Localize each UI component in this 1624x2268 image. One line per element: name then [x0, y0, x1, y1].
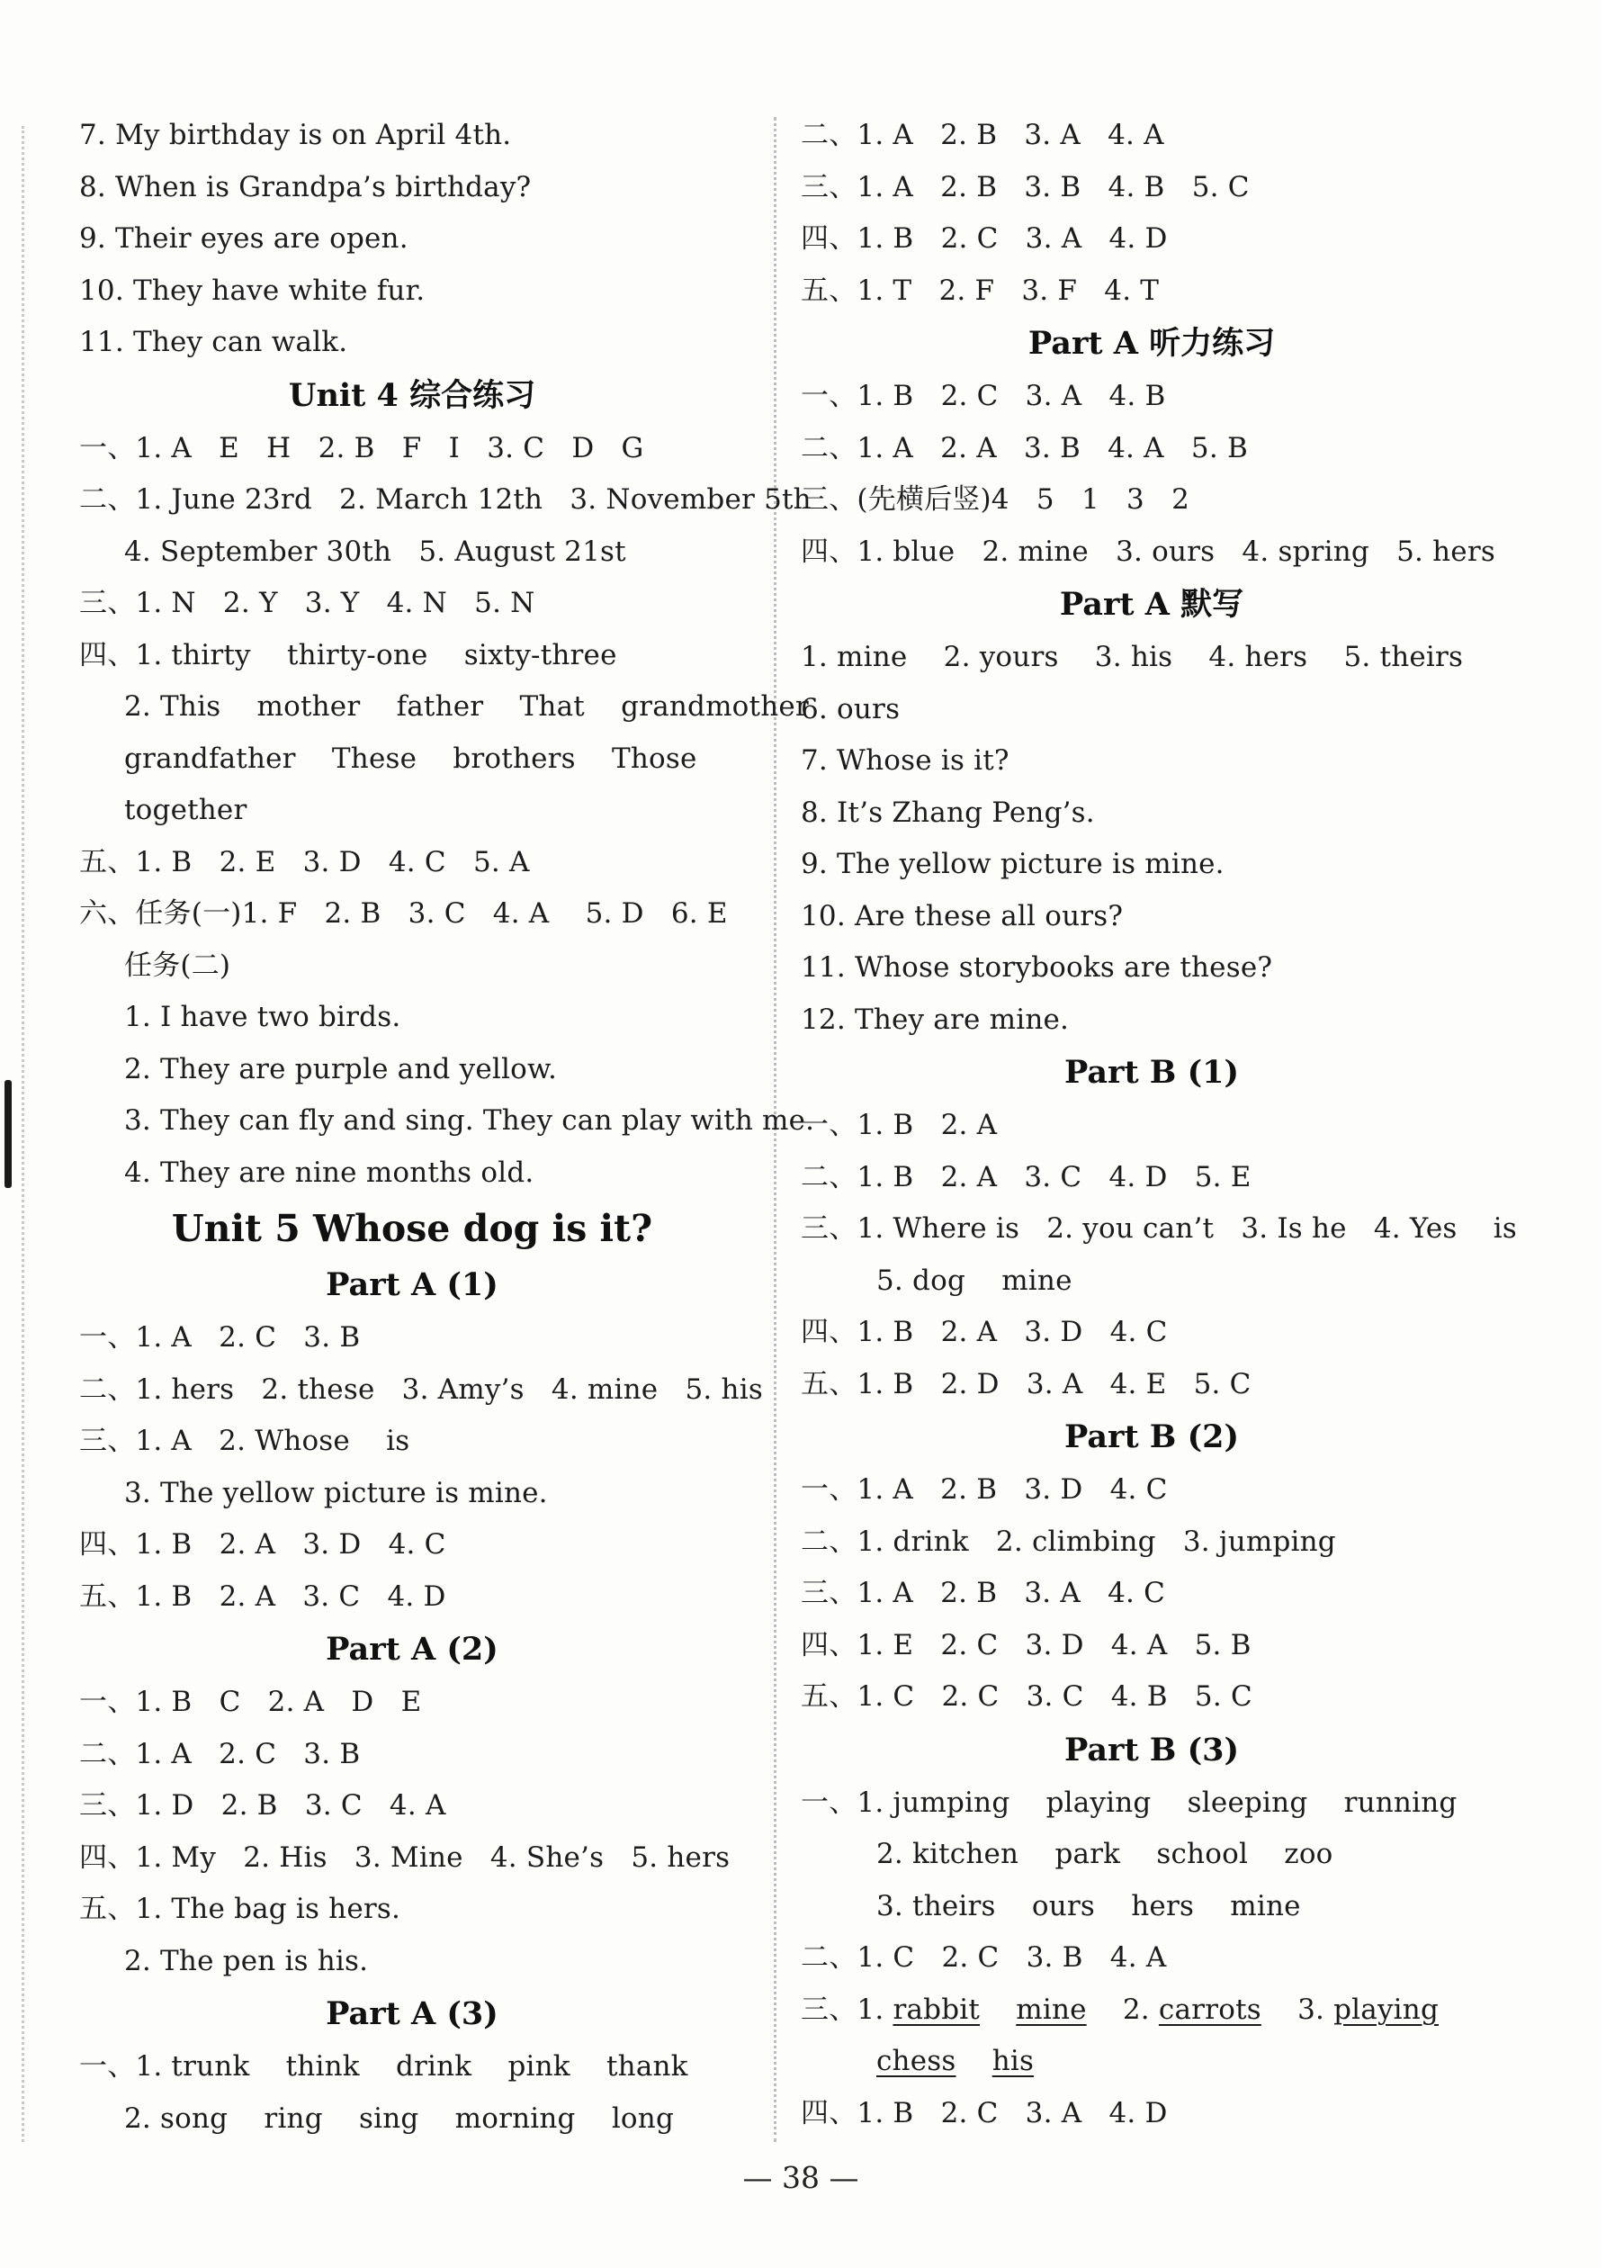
answer-line: 二、1. A 2. A 3. B 4. A 5. B [801, 431, 1248, 464]
answer-line: 8. It’s Zhang Peng’s. [801, 796, 1095, 829]
answer-line: 2. They are purple and yellow. [124, 1052, 558, 1085]
underlined-answer: chess [876, 2045, 956, 2077]
answer-line: 2. This mother father That grandmother [124, 690, 809, 723]
answer-line: 四、1. B 2. C 3. A 4. D [801, 222, 1168, 255]
section-heading: Part A 默写 [1059, 586, 1244, 623]
answer-line: 2. The pen is his. [124, 1944, 369, 1977]
answer-line: 1. mine 2. yours 3. his 4. hers 5. theirs [801, 641, 1464, 673]
section-heading: Unit 5 Whose dog is it? [171, 1207, 653, 1250]
answer-line: 5. dog mine [876, 1264, 1072, 1297]
answer-line: 五、1. B 2. E 3. D 4. C 5. A [79, 845, 530, 878]
answer-line: 二、1. drink 2. climbing 3. jumping [801, 1525, 1336, 1558]
underlined-answer: playing [1333, 1993, 1439, 2026]
section-heading: Part B (1) [1063, 1054, 1240, 1091]
answer-line: 一、1. trunk think drink pink thank [79, 2050, 688, 2083]
section-heading: Part A 听力练习 [1027, 325, 1276, 362]
section-heading: Part A (1) [326, 1266, 498, 1303]
answer-line: 四、1. thirty thirty-one sixty-three [79, 638, 617, 671]
answer-line: 12. They are mine. [801, 1003, 1070, 1036]
answer-line: 4. They are nine months old. [124, 1156, 534, 1189]
binding-mark [4, 1080, 12, 1188]
answer-line [801, 2036, 1503, 2088]
answer-line: 六、任务(一)1. F 2. B 3. C 4. A 5. D 6. E [79, 897, 728, 930]
answer-line: together [124, 794, 247, 826]
answer-line: 三、1. A 2. Whose is [79, 1425, 410, 1457]
section-heading: Part A (3) [326, 1995, 498, 2032]
answer-line: 三、1. rabbit mine 2. carrots 3. playing [801, 1993, 1439, 2026]
section-heading: Part A (2) [326, 1631, 498, 1668]
answer-line: 二、1. C 2. C 3. B 4. A [801, 1941, 1167, 1974]
answer-line: 三、(先横后竖)4 5 1 3 2 [801, 483, 1190, 516]
answer-line: 一、1. B 2. A [801, 1109, 998, 1141]
answer-line: 一、1. A E H 2. B F I 3. C D G [79, 431, 644, 464]
answer-line: 8. When is Grandpa’s birthday? [79, 170, 532, 203]
answer-line: 11. They can walk. [79, 326, 348, 358]
answer-line: 三、1. Where is 2. you can’t 3. Is he 4. Yes is [801, 1212, 1517, 1245]
answer-line: 3. The yellow picture is mine. [124, 1476, 548, 1509]
answer-line: 五、1. B 2. D 3. A 4. E 5. C [801, 1367, 1252, 1400]
right-column [801, 110, 1517, 2139]
answer-line: 9. The yellow picture is mine. [801, 848, 1225, 880]
answer-line: 3. theirs ours hers mine [876, 1889, 1301, 1922]
answer-line: 9. Their eyes are open. [79, 222, 408, 255]
answer-line: 一、1. B 2. C 3. A 4. B [801, 380, 1166, 412]
answer-line: 1. I have two birds. [124, 1001, 401, 1033]
left-column [79, 110, 815, 2145]
answer-line: 3. They can fly and sing. They can play with me. [124, 1104, 815, 1137]
page-number: — 38 — [742, 2160, 859, 2195]
answer-line: 三、1. A 2. B 3. B 4. B 5. C [801, 170, 1250, 203]
answer-line: 四、1. My 2. His 3. Mine 4. She’s 5. hers [79, 1840, 731, 1874]
answer-line: 五、1. T 2. F 3. F 4. T [801, 274, 1160, 307]
answer-line: grandfather These brothers Those [124, 742, 697, 775]
answer-line: 二、1. June 23rd 2. March 12th 3. November 5th [79, 483, 812, 516]
underlined-answer: rabbit [893, 1993, 981, 2026]
answer-line: 二、1. A 2. C 3. B [79, 1737, 361, 1770]
answer-line: 二、1. A 2. B 3. A 4. A [801, 119, 1164, 151]
left-margin-dotted-line [22, 126, 24, 2142]
section-heading: Unit 4 综合练习 [288, 376, 536, 414]
answer-line: 一、1. jumping playing sleeping running [801, 1786, 1458, 1819]
section-heading: Part B (3) [1063, 1731, 1240, 1768]
answer-line: 一、1. A 2. C 3. B [79, 1321, 361, 1354]
answer-line: 四、1. B 2. A 3. D 4. C [79, 1528, 446, 1561]
answer-line: 一、1. B C 2. A D E [79, 1686, 422, 1718]
answer-line: 四、1. E 2. C 3. D 4. A 5. B [801, 1628, 1252, 1661]
answer-line: 7. My birthday is on April 4th. [79, 119, 512, 151]
section-heading: Part B (2) [1063, 1418, 1240, 1455]
answer-line: 四、1. B 2. C 3. A 4. D [801, 2096, 1168, 2129]
answer-line: 11. Whose storybooks are these? [801, 951, 1273, 984]
answer-line: 四、1. B 2. A 3. D 4. C [801, 1316, 1168, 1348]
answer-line: 10. They have white fur. [79, 274, 426, 307]
answer-line: 6. ours [801, 692, 901, 725]
answer-line: 2. kitchen park school zoo [876, 1838, 1333, 1870]
answer-line: 三、1. D 2. B 3. C 4. A [79, 1789, 446, 1822]
answer-line: 三、1. A 2. B 3. A 4. C [801, 1577, 1166, 1609]
answer-line: 7. Whose is it? [801, 744, 1009, 777]
underlined-answer: carrots [1158, 1993, 1261, 2026]
answer-line: 五、1. C 2. C 3. C 4. B 5. C [801, 1680, 1252, 1713]
answer-line: 二、1. hers 2. these 3. Amy’s 4. mine 5. his [79, 1372, 763, 1406]
answer-line: 二、1. B 2. A 3. C 4. D 5. E [801, 1160, 1252, 1193]
answer-line: 任务(二) [124, 949, 231, 982]
underlined-answer: his [991, 2045, 1035, 2077]
answer-line: 五、1. The bag is hers. [79, 1893, 401, 1925]
answer-line: 2. song ring sing morning long [124, 2102, 675, 2135]
answer-line: 一、1. A 2. B 3. D 4. C [801, 1473, 1168, 1506]
answer-line: 10. Are these all ours? [801, 899, 1124, 932]
answer-line: 四、1. blue 2. mine 3. ours 4. spring 5. hers [801, 535, 1495, 568]
answer-line: 五、1. B 2. A 3. C 4. D [79, 1580, 446, 1613]
underlined-answer: mine [1016, 1993, 1087, 2026]
answer-line: 4. September 30th 5. August 21st [124, 535, 626, 568]
answer-line: 三、1. N 2. Y 3. Y 4. N 5. N [79, 587, 535, 619]
